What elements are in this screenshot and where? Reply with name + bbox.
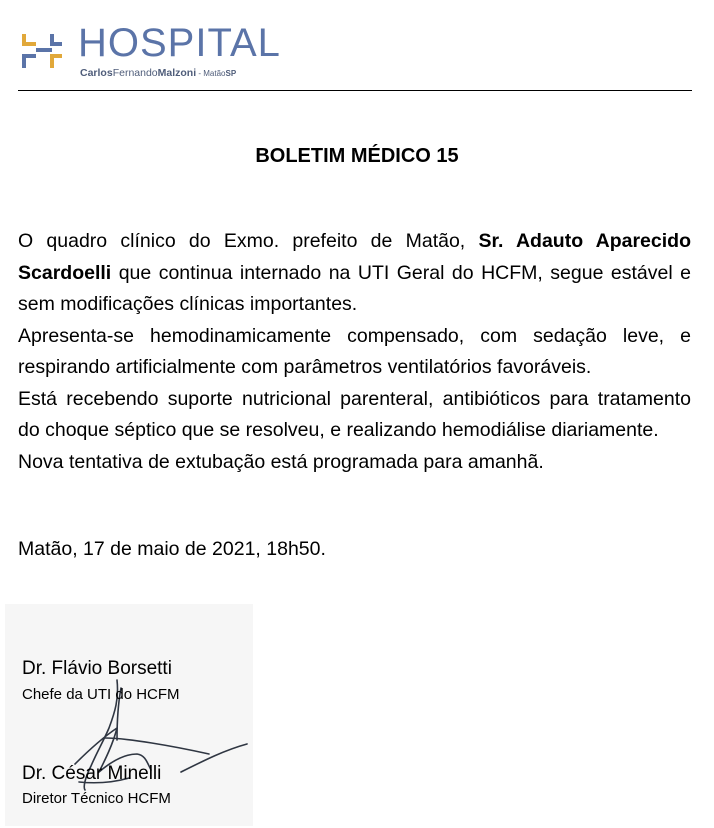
date-line: Matão, 17 de maio de 2021, 18h50. <box>18 538 326 560</box>
signatory-1-name: Dr. Flávio Borsetti <box>22 658 172 679</box>
signatory-2-name: Dr. César Minelli <box>22 763 162 784</box>
hospital-logo-icon <box>22 28 66 72</box>
hospital-logo-wordmark: HOSPITAL <box>78 21 281 65</box>
bulletin-title: BOLETIM MÉDICO 15 <box>255 145 459 167</box>
paragraph-3: Está recebendo suporte nutricional parenteral, antibióticos para tratamento do choque séptico que se resolveu, e realizando hemodiálise diariamente. <box>18 387 691 441</box>
signatory-2-role: Diretor Técnico HCFM <box>22 790 171 807</box>
paragraph-2: Apresenta-se hemodinamicamente compensado, com sedação leve, e respirando artificialmente com parâmetros ventilatórios favoráveis. <box>18 324 691 378</box>
paragraph-4: Nova tentativa de extubação está programada para amanhã. <box>18 450 544 473</box>
letterhead <box>18 22 692 91</box>
signatory-1-role: Chefe da UTI do HCFM <box>22 686 180 703</box>
signature-block <box>5 604 253 826</box>
hospital-logo-subtitle: CarlosFernandoMalzoni - MatãoSP <box>80 67 237 79</box>
paragraph-1: O quadro clínico do Exmo. prefeito de Matão, Sr. Adauto Aparecido Scardoelli que continua internado na UTI Geral do HCFM, segue estável e sem modificações clínicas importantes. <box>18 230 691 315</box>
bulletin-body <box>18 226 691 478</box>
patient-name: Sr. Adauto Aparecido Scardoelli <box>18 230 691 284</box>
